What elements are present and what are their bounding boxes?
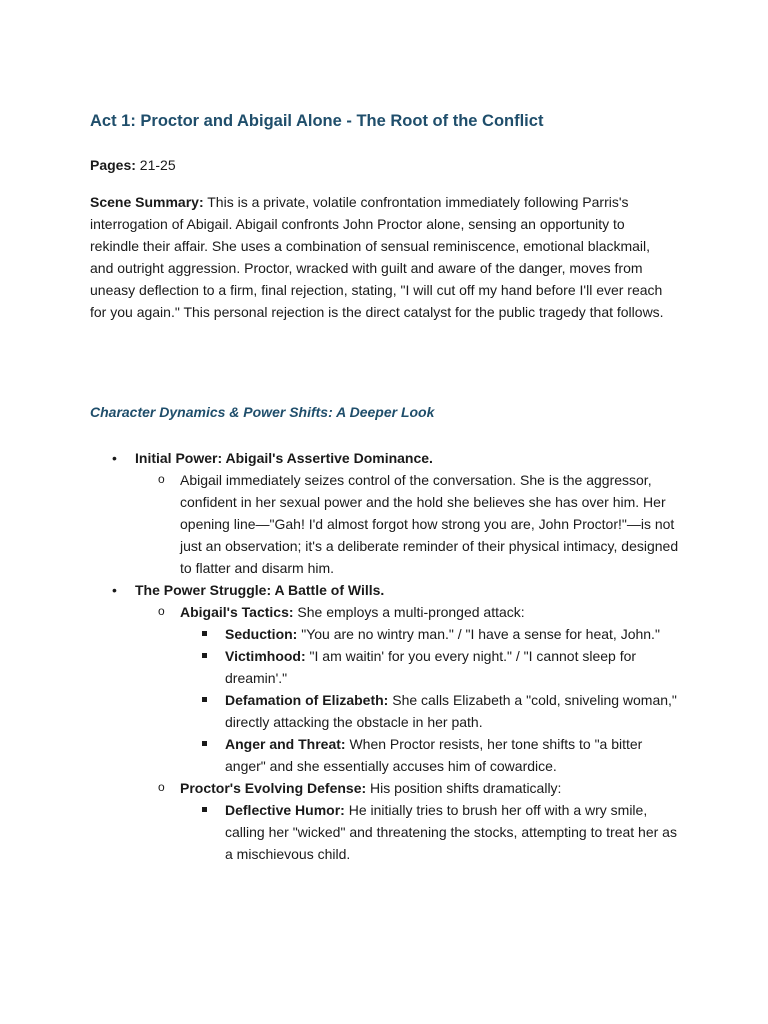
proctor-defense-label: Proctor's Evolving Defense: [180, 780, 367, 796]
tactic-text: She calls Elizabeth a "cold, sniveling woman," directly attacking the obstacle in her path. [225, 692, 677, 730]
proctor-defense-text: His position shifts dramatically: [366, 780, 562, 796]
list-item-victimhood [180, 645, 680, 689]
tactic-label: Defamation of Elizabeth: [225, 692, 389, 708]
defense-text: He initially tries to brush her off with a wry smile, calling her "wicked" and threatening the stocks, attempting to treat her as a mischievous child. [225, 802, 677, 862]
pages-label: Pages: [90, 157, 136, 173]
abigail-tactics-label: Abigail's Tactics: [180, 604, 294, 620]
tactic-text: "I am waitin' for you every night." / "I cannot sleep for dreamin'." [225, 648, 637, 686]
summary-label: Scene Summary: [90, 194, 204, 210]
section-title: Act 1: Proctor and Abigail Alone - The Root of the Conflict [90, 112, 544, 130]
section-subheading: Character Dynamics & Power Shifts: A Deeper Look [90, 404, 435, 420]
abigail-tactics-text: She employs a multi-pronged attack: [293, 604, 525, 620]
list-item-deflective-humor [180, 799, 680, 865]
list-item-abigail-tactics [135, 601, 680, 777]
power-struggle-label: The Power Struggle: A Battle of Wills. [135, 582, 385, 598]
tactic-text: "You are no wintry man." / "I have a sense for heat, John." [297, 626, 660, 642]
tactic-label: Seduction: [225, 626, 298, 642]
list-item-proctor-defense [135, 777, 680, 865]
list-item-defamation [180, 689, 680, 733]
character-dynamics-outline [90, 447, 680, 865]
list-item-initial-power [90, 447, 680, 579]
list-item-power-struggle [90, 579, 680, 865]
initial-power-detail: Abigail immediately seizes control of the conversation. She is the aggressor, confident in her sexual power and the hold she believes she has over him. Her opening line—"Gah! I'd almost forgot how strong you are, John Proctor!"—is not just an observation; it's a deliberate reminder of their physical intimacy, designed to flatter and disarm him. [180, 472, 679, 576]
tactic-label: Victimhood: [225, 648, 306, 664]
pages-line [90, 155, 176, 176]
list-item-initial-power-detail [135, 469, 680, 579]
tactic-text: When Proctor resists, her tone shifts to "a bitter anger" and she essentially accuses him of cowardice. [225, 736, 643, 774]
outline-list [90, 447, 680, 865]
tactic-label: Anger and Threat: [225, 736, 346, 752]
defense-label: Deflective Humor: [225, 802, 345, 818]
summary-text: This is a private, volatile confrontation immediately following Parris's interrogation of Abigail. Abigail confronts John Proctor alone, sensing an opportunity to rekindle their affair. She uses a combination of sensual reminiscence, emotional blackmail, and outright aggression. Proctor, wracked with guilt and aware of the danger, moves from uneasy deflection to a firm, final rejection, stating, "I will cut off my hand before I'll ever reach for you again." This personal rejection is the direct catalyst for the public tragedy that follows. [90, 194, 664, 320]
initial-power-label: Initial Power: Abigail's Assertive Dominance. [135, 450, 433, 466]
list-item-anger-threat [180, 733, 680, 777]
scene-summary [90, 191, 670, 323]
list-item-seduction [180, 623, 680, 645]
pages-value: 21-25 [135, 157, 176, 173]
